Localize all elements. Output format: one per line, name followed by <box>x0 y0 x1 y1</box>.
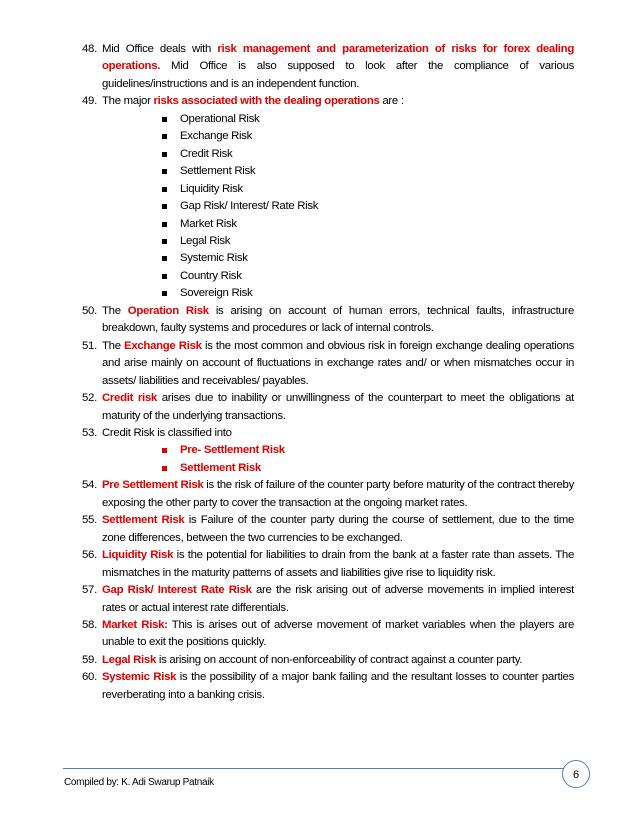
square-bullet-icon <box>162 274 167 279</box>
list-item: Liquidity Risk <box>82 181 574 198</box>
list-item: Country Risk <box>82 268 574 285</box>
item-highlight: risks associated with the dealing operations <box>153 95 380 108</box>
square-bullet-icon <box>162 204 167 209</box>
item-text: is the risk of failure of the counter party before maturity of the contract thereby exposing the other party to cover the transaction at the ongoing market rates. <box>102 479 574 509</box>
item-text: The <box>102 304 128 317</box>
square-bullet-icon <box>162 448 167 453</box>
item-text: arises due to inability or unwillingness of the counterpart to meet the obligations at maturity of the underlying transactions. <box>102 392 574 422</box>
list-item-59 <box>82 652 574 669</box>
item-text: are the risk arising out of adverse movements in implied interest rates or actual interest rate differentials. <box>102 584 574 614</box>
item-number: 55. <box>82 514 97 527</box>
item-number: 52. <box>82 392 97 405</box>
list-item: Operational Risk <box>82 111 574 128</box>
list-item: Sovereign Risk <box>82 285 574 302</box>
footer-divider <box>63 768 578 769</box>
item-highlight: Exchange Risk <box>124 339 202 352</box>
square-bullet-icon <box>162 466 167 471</box>
square-bullet-icon <box>162 152 167 157</box>
list-item: Pre- Settlement Risk <box>82 442 574 459</box>
item-text: Mid Office deals with <box>102 43 218 55</box>
item-number: 58. <box>82 618 97 631</box>
item-highlight: Pre Settlement Risk <box>102 479 204 492</box>
item-highlight: risk management and parameterization of risks for forex dealing operations. <box>102 43 574 73</box>
item-text: This is arises out of adverse movement of market variables when the players are unable to exit the positions quickly. <box>102 618 574 649</box>
list-item: Settlement Risk <box>82 163 574 180</box>
item-number: 49. <box>82 95 97 108</box>
item-text: Mid Office is also supposed to look after the compliance of various guidelines/instructions and is an independent function. <box>102 60 574 90</box>
credit-risk-list <box>82 442 574 477</box>
item-highlight: Credit risk <box>102 392 157 405</box>
square-bullet-icon <box>162 239 167 244</box>
item-highlight: Systemic Risk <box>102 671 177 684</box>
list-item-55 <box>82 512 574 547</box>
risk-types-list <box>82 111 574 303</box>
list-item: Credit Risk <box>82 146 574 163</box>
item-highlight: Settlement Risk <box>102 514 185 527</box>
item-number: 54. <box>82 479 97 492</box>
square-bullet-icon <box>162 291 167 296</box>
list-item-58 <box>82 617 574 652</box>
item-highlight: Legal Risk <box>102 653 156 666</box>
item-text: is arising on account of non-enforceability of contract against a counter party. <box>155 653 523 666</box>
list-item: Gap Risk/ Interest/ Rate Risk <box>82 198 574 215</box>
list-item-49 <box>82 93 574 110</box>
page-number-badge: 6 <box>562 760 590 788</box>
square-bullet-icon <box>162 222 167 227</box>
list-item-60 <box>82 669 574 704</box>
item-text: The <box>102 339 125 352</box>
item-number: 51. <box>82 339 97 352</box>
item-number: 48. <box>82 43 97 55</box>
list-item: Systemic Risk <box>82 250 574 267</box>
footer-compiled-by: Compiled by: K. Adi Swarup Patnaik <box>64 777 214 788</box>
item-text: is the potential for liabilities to drain from the bank at a faster rate than assets. The mismatches in the maturity patterns of assets and liabilities give rise to liquidity risk. <box>102 549 574 579</box>
square-bullet-icon <box>162 169 167 174</box>
item-number: 53. <box>82 426 97 439</box>
list-item: Settlement Risk <box>82 460 574 477</box>
item-text: is the possibility of a major bank failing and the resultant losses to counter parties reverberating into a banking crisis. <box>102 671 574 701</box>
square-bullet-icon <box>162 256 167 261</box>
item-number: 56. <box>82 549 97 562</box>
item-number: 59. <box>82 653 97 666</box>
item-number: 50. <box>82 304 97 317</box>
item-text: is the most common and obvious risk in foreign exchange dealing operations and arise mainly on account of fluctuations in exchange rates and/ or when mismatches occur in assets/ liabilities and receivables/ payables. <box>102 339 574 387</box>
list-item: Exchange Risk <box>82 128 574 145</box>
item-text: is arising on account of human errors, technical faults, infrastructure breakdown, faulty systems and procedures or lack of internal controls. <box>102 304 574 335</box>
item-highlight: Liquidity Risk <box>102 549 174 562</box>
item-highlight: Market Risk: <box>102 618 168 631</box>
square-bullet-icon <box>162 187 167 192</box>
item-text: Credit Risk is classified into <box>102 426 232 439</box>
list-item-53 <box>82 425 574 442</box>
list-item: Market Risk <box>82 216 574 233</box>
square-bullet-icon <box>162 117 167 122</box>
list-item-51 <box>82 338 574 390</box>
item-highlight: Gap Risk/ Interest Rate Risk <box>102 584 252 597</box>
list-item: Legal Risk <box>82 233 574 250</box>
square-bullet-icon <box>162 134 167 139</box>
item-text: is Failure of the counter party during the course of settlement, due to the time zone differences, between the two currencies to be exchanged. <box>102 514 574 544</box>
list-item-54 <box>82 477 574 512</box>
item-highlight: Operation Risk <box>127 304 209 317</box>
list-item-57 <box>82 582 574 617</box>
item-number: 60. <box>82 671 97 684</box>
list-item-56 <box>82 547 574 582</box>
list-item-52 <box>82 390 574 425</box>
list-item-50 <box>82 303 574 338</box>
list-item-48 <box>82 41 574 93</box>
numbered-list <box>82 41 574 704</box>
item-text: The major <box>102 95 154 108</box>
item-text: are : <box>379 95 404 108</box>
item-number: 57. <box>82 584 97 597</box>
